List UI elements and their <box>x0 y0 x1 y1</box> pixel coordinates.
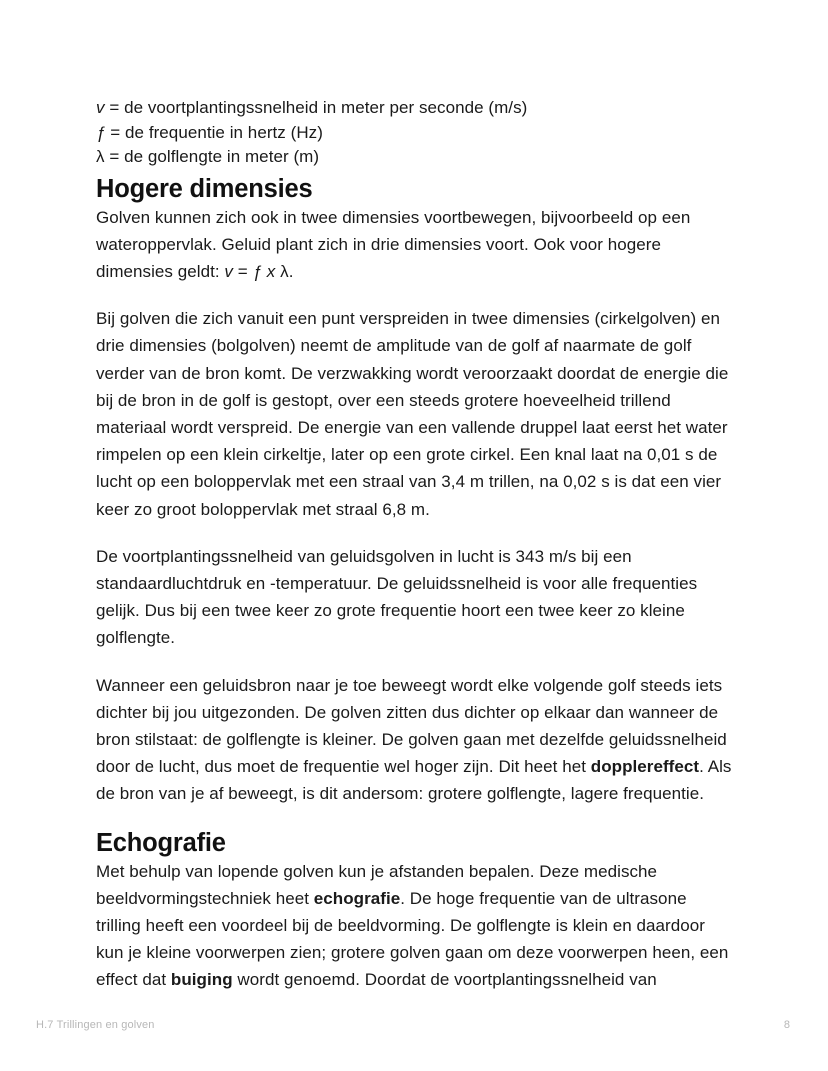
definition-text-v: = de voortplantingssnelheid in meter per seconde (m/s) <box>104 98 528 117</box>
definition-text-lambda: = de golflengte in meter (m) <box>104 147 320 166</box>
paragraph-hogere-dimensies-4 <box>96 672 734 808</box>
footer-chapter-label: H.7 Trillingen en golven <box>36 1019 155 1031</box>
paragraph-text-end: . Als de bron van je af beweegt, is dit andersom: grotere golflengte, lagere frequentie. <box>96 757 732 804</box>
paragraph-text: Wanneer een geluidsbron naar je toe beweegt wordt elke volgende golf steeds iets dichter bij jou uitgezonden. De golven zitten dus dichter op elkaar dan wanneer de bron stilstaat: de golflengte is kleiner. De golven gaan met dezelfde geluidssnelheid door de lucht, dus moet de frequentie wel hoger zijn. Dit heet het <box>96 675 727 777</box>
paragraph-text-end: wordt genoemd. Doordat de voortplantingssnelheid van <box>232 970 657 990</box>
paragraph-text: Met behulp van lopende golven kun je afstanden bepalen. Deze medische beeldvormingstechniek heet <box>96 861 658 908</box>
paragraph-hogere-dimensies-1 <box>96 204 734 286</box>
definition-line-f <box>96 121 734 146</box>
variable-definition-list <box>96 96 734 170</box>
formula-variable-lambda: λ <box>280 261 289 281</box>
key-term-echografie: echografie <box>313 888 401 908</box>
paragraph-text-end: . <box>288 261 294 281</box>
paragraph-echografie-1 <box>96 858 734 994</box>
key-term-buiging: buiging <box>170 970 233 990</box>
formula-variable-f: ƒ <box>252 261 263 281</box>
footer-page-number: 8 <box>783 1019 790 1031</box>
paragraph-hogere-dimensies-3: De voortplantingssnelheid van geluidsgolven in lucht is 343 m/s bij een standaardluchtdruk en -temperatuur. De geluidssnelheid is voor alle frequenties gelijk. Dus bij een twee keer zo grote frequentie hoort een twee keer zo kleine golflengte. <box>96 546 698 648</box>
variable-symbol-lambda: λ <box>96 147 105 166</box>
formula-equals: = <box>232 261 253 281</box>
page-footer <box>0 1017 828 1037</box>
paragraph-text: Golven kunnen zich ook in twee dimensies voortbewegen, bijvoorbeeld op een wateroppervlak. Geluid plant zich in drie dimensies voort. Ook voor hogere dimensies geldt: <box>96 207 691 281</box>
definition-text-f: = de frequentie in hertz (Hz) <box>105 122 323 142</box>
section-heading-echografie: Echografie <box>96 828 226 857</box>
key-term-dopplereffect: dopplereffect <box>590 757 700 777</box>
definition-line-v <box>96 96 734 121</box>
section-heading-hogere-dimensies: Hogere dimensies <box>96 174 313 203</box>
page-content <box>96 96 734 994</box>
paragraph-hogere-dimensies-2: Bij golven die zich vanuit een punt verspreiden in twee dimensies (cirkelgolven) en drie dimensies (bolgolven) neemt de amplitude van de golf af naarmate de golf verder van de bron komt. De verzwakking wordt veroorzaakt doordat de energie die bij de bron in de golf is gestopt, over een steeds grotere hoeveelheid trillend materiaal wordt verspreid. De energie van een vallende druppel laat eerst het water rimpelen op een klein cirkeltje, later op een grote cirkel. Een knal laat na 0,01 s de lucht op een boloppervlak met een straal van 3,4 m trillen, na 0,02 s is dat een vier keer zo groot boloppervlak met straal 6,8 m. <box>96 309 729 519</box>
variable-symbol-v: v <box>96 98 105 117</box>
formula-variable-v: v <box>224 261 233 281</box>
variable-symbol-f: ƒ <box>96 122 106 142</box>
definition-line-lambda <box>96 145 734 170</box>
paragraph-text-middle: . De hoge frequentie van de ultrasone trilling heeft een voordeel bij de beeldvorming. De golflengte is klein en daardoor kun je kleine voorwerpen zien; grotere golven gaan om deze voorwerpen heen, een effect dat <box>96 888 729 990</box>
formula-multiply: x <box>262 261 281 281</box>
